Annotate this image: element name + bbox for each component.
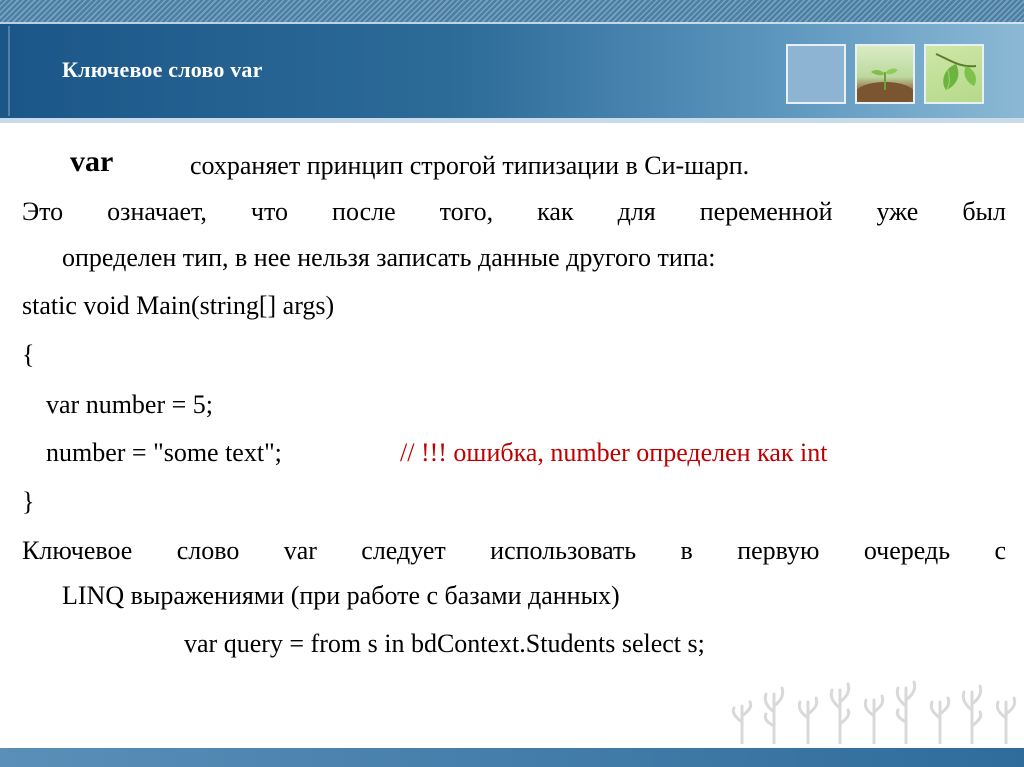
code-line-2: number = "some text";: [46, 438, 282, 467]
header-hatch-strip: [0, 0, 1024, 22]
code-signature: static void Main(string[] args): [22, 291, 335, 320]
paragraph-1-line-1: Это означает, что после того, как для переменной уже был: [22, 197, 1006, 226]
footer-bar: [0, 748, 1024, 767]
plants-watermark-icon: [728, 672, 1024, 744]
header-top-line: [0, 22, 1024, 24]
code-close-brace: }: [22, 487, 35, 516]
paragraph-2-line-1: Ключевое слово var следует использовать в первую очередь с: [22, 536, 1006, 565]
sprout-photo-icon: [855, 44, 915, 104]
slide-title: Ключевое слово var: [62, 57, 263, 82]
paragraph-2-line-2: LINQ выражениями (при работе с базами данных): [62, 581, 620, 610]
intro-keyword: var: [70, 145, 114, 178]
code-open-brace: {: [22, 340, 35, 369]
leaves-photo-icon: [924, 44, 984, 104]
code-query: var query = from s in bdContext.Students select s;: [184, 629, 705, 658]
blank-tile: [786, 44, 846, 104]
code-comment: // !!! ошибка, number определен как int: [400, 438, 828, 467]
paragraph-1-line-2: определен тип, в нее нельзя записать данные другого типа:: [62, 243, 716, 272]
intro-text: сохраняет принцип строгой типизации в Си-шарп.: [190, 151, 750, 180]
code-line-1: var number = 5;: [46, 390, 214, 419]
header-left-edge: [8, 26, 10, 116]
header-bottom-line: [0, 118, 1024, 123]
